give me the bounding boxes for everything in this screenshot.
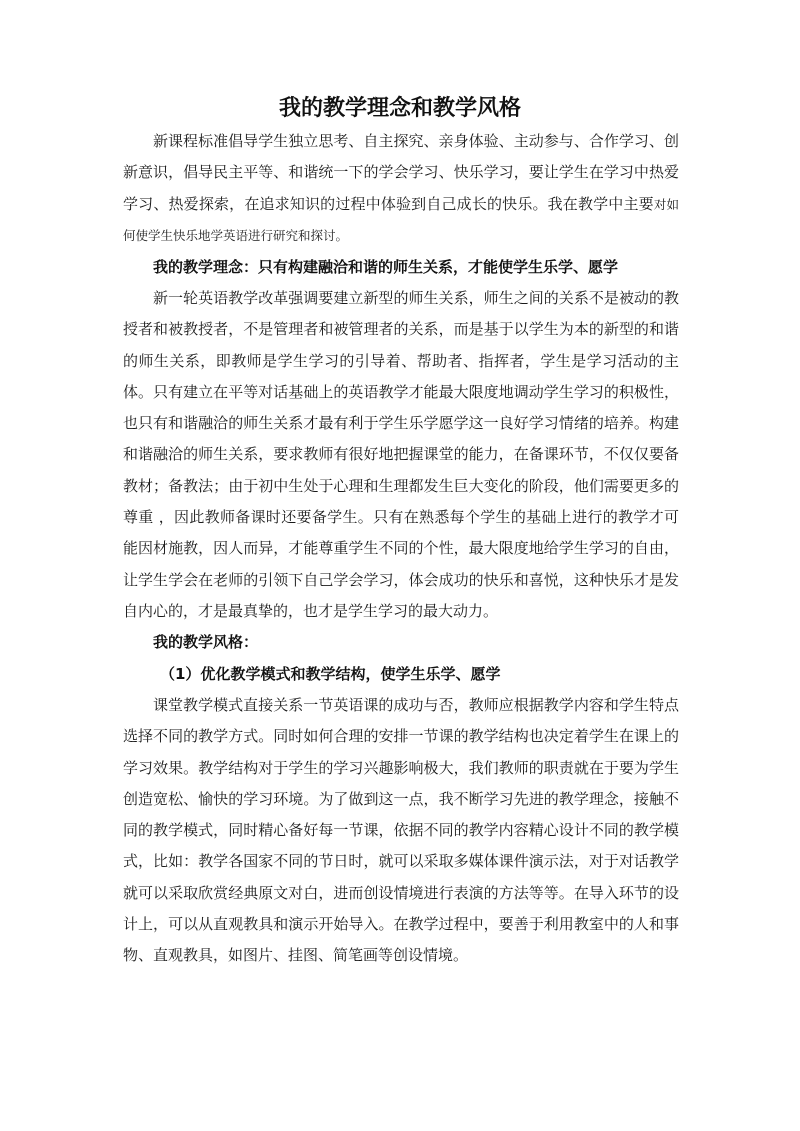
style-subheading: （1）优化教学模式和教学结构，使学生乐学、愿学 — [160, 665, 501, 683]
intro-text-tail: 对如何使学生快乐地学英语进行研究和探讨。 — [123, 196, 679, 243]
intro-paragraph — [123, 126, 679, 251]
intro-text: 新课程标准倡导学生独立思考、自主探究、亲身体验、主动参与、合作学习、创新意识，倡导民主平等、和谐统一下的学会学习、快乐学习，要让学生在学习中热爱学习、热爱探索，在追求知识的过程中体验到自己成长的快乐。我在教学中主要 — [123, 132, 679, 213]
philosophy-paragraph: 新一轮英语教学改革强调要建立新型的师生关系，师生之间的关系不是被动的教授者和被教授者，不是管理者和被管理者的关系，而是基于以学生为本的新型的和谐的师生关系，即教师是学生学习的引导着、帮助者、指挥者，学生是学习活动的主体。只有建立在平等对话基础上的英语教学才能最大限度地调动学生学习的积极性，也只有和谐融洽的师生关系才最有利于学生乐学愿学这一良好学习情绪的培养。构建和谐融洽的师生关系，要求教师有很好地把握课堂的能力，在备课环节，不仅仅要备教材；备教法；由于初中生处于心理和生理都发生巨大变化的阶段，他们需要更多的尊重 ，因此教师备课时还要备学生。只有在熟悉每个学生的基础上进行的教学才可能因材施教，因人而异，才能尊重学生不同的个性，最大限度地给学生学习的自由，让学生学会在老师的引领下自己学会学习，体会成功的快乐和喜悦，这种快乐才是发自内心的，才是最真挚的，也才是学生学习的最大动力。 — [123, 289, 679, 620]
style-paragraph: 课堂教学模式直接关系一节英语课的成功与否，教师应根据教学内容和学生特点选择不同的教学方式。同时如何合理的安排一节课的教学结构也决定着学生在课上的学习效果。教学结构对于学生的学习兴趣影响极大，我们教师的职责就在于要为学生创造宽松、愉快的学习环境。为了做到这一点，我不断学习先进的教学理念，接触不同的教学模式，同时精心备好每一节课，依据不同的教学内容精心设计不同的教学模式，比如：教学各国家不同的节日时，就可以采取多媒体课件演示法，对于对话教学就可以采取欣赏经典原文对白，进而创设情境进行表演的方法等等。在导入环节的设计上，可以从直观教具和演示开始导入。在教学过程中，要善于利用教室中的人和事物、直观教具，如图片、挂图、简笔画等创设情境。 — [123, 696, 679, 965]
style-heading: 我的教学风格： — [153, 633, 259, 651]
philosophy-heading: 我的教学理念：只有构建融洽和谐的师生关系，才能使学生乐学、愿学 — [153, 258, 619, 276]
document-title: 我的教学理念和教学风格 — [278, 95, 521, 121]
